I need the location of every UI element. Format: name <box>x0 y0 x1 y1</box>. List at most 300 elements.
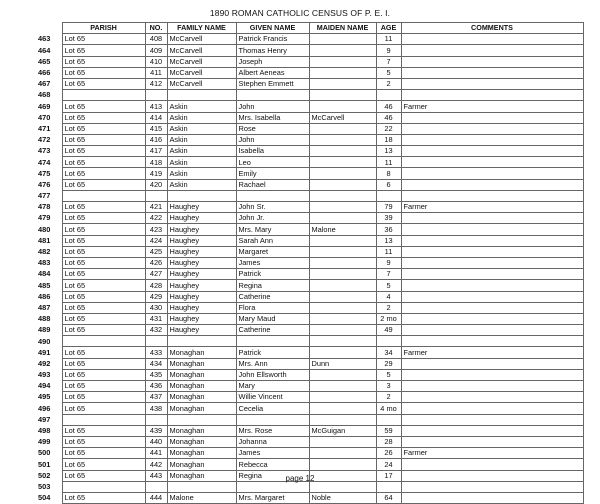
age-cell: 26 <box>376 448 401 459</box>
family-name-cell <box>167 190 236 201</box>
table-row <box>38 425 583 436</box>
family-name-cell: Askin <box>167 157 236 168</box>
maiden-name-cell <box>309 392 376 403</box>
table-row <box>38 202 583 213</box>
age-cell: 3 <box>376 381 401 392</box>
parish-cell: Lot 65 <box>62 369 145 380</box>
age-cell: 11 <box>376 246 401 257</box>
age-cell: 9 <box>376 45 401 56</box>
family-name-cell: Askin <box>167 101 236 112</box>
comments-cell <box>401 78 583 89</box>
age-cell: 17 <box>376 470 401 481</box>
number-cell: 434 <box>145 358 167 369</box>
family-name-cell: Monaghan <box>167 369 236 380</box>
parish-cell: Lot 65 <box>62 381 145 392</box>
maiden-name-header: MAIDEN NAME <box>309 23 376 34</box>
comments-cell <box>401 280 583 291</box>
parish-cell: Lot 65 <box>62 403 145 414</box>
age-cell: 2 mo <box>376 313 401 324</box>
comments-cell <box>401 224 583 235</box>
age-cell: 2 <box>376 392 401 403</box>
age-cell: 5 <box>376 280 401 291</box>
parish-cell: Lot 65 <box>62 78 145 89</box>
table-row <box>38 381 583 392</box>
number-cell <box>145 336 167 347</box>
age-cell <box>376 414 401 425</box>
number-cell: 413 <box>145 101 167 112</box>
age-header: AGE <box>376 23 401 34</box>
row-number-cell: 480 <box>38 224 51 234</box>
family-name-cell: Haughey <box>167 213 236 224</box>
comments-cell: Farmer <box>401 448 583 459</box>
given-name-cell: John Sr. <box>236 202 309 213</box>
row-number-cell: 495 <box>38 392 51 402</box>
table-row <box>38 179 583 190</box>
age-cell <box>376 90 401 101</box>
given-name-cell <box>236 90 309 101</box>
comments-cell <box>401 157 583 168</box>
page-title: 1890 ROMAN CATHOLIC CENSUS OF P. E. I. <box>209 8 391 18</box>
age-cell <box>376 190 401 201</box>
number-cell: 421 <box>145 202 167 213</box>
comments-cell <box>401 436 583 447</box>
number-cell: 426 <box>145 257 167 268</box>
maiden-name-cell <box>309 123 376 134</box>
parish-cell: Lot 65 <box>62 112 145 123</box>
row-number-cell: 472 <box>38 135 51 145</box>
comments-cell <box>401 381 583 392</box>
parish-cell: Lot 65 <box>62 45 145 56</box>
row-number-cell: 493 <box>38 370 51 380</box>
maiden-name-cell <box>309 325 376 336</box>
maiden-name-cell <box>309 313 376 324</box>
row-number-cell: 481 <box>38 235 51 245</box>
table-row <box>38 358 583 369</box>
maiden-name-cell <box>309 280 376 291</box>
age-cell: 4 <box>376 291 401 302</box>
row-number-cell: 471 <box>38 123 51 133</box>
row-number-cell: 491 <box>38 347 51 357</box>
given-name-header: GIVEN NAME <box>236 23 309 34</box>
parish-cell: Lot 65 <box>62 302 145 313</box>
parish-cell: Lot 65 <box>62 56 145 67</box>
row-number-cell: 485 <box>38 280 51 290</box>
comments-cell <box>401 459 583 470</box>
age-cell: 29 <box>376 358 401 369</box>
row-number-cell: 470 <box>38 112 51 122</box>
maiden-name-cell <box>309 459 376 470</box>
row-number-cell: 465 <box>38 56 51 66</box>
family-name-cell: Askin <box>167 134 236 145</box>
number-cell: 439 <box>145 425 167 436</box>
given-name-cell: Mary Maud <box>236 313 309 324</box>
row-number-cell: 476 <box>38 179 51 189</box>
comments-cell <box>401 67 583 78</box>
family-name-cell: Monaghan <box>167 403 236 414</box>
parish-cell: Lot 65 <box>62 213 145 224</box>
comments-cell <box>401 45 583 56</box>
family-name-cell: Haughey <box>167 280 236 291</box>
comments-cell <box>401 369 583 380</box>
family-name-cell: Haughey <box>167 325 236 336</box>
given-name-cell: Rachael <box>236 179 309 190</box>
parish-cell: Lot 65 <box>62 235 145 246</box>
comments-cell: Farmer <box>401 101 583 112</box>
table-row <box>38 302 583 313</box>
maiden-name-cell <box>309 403 376 414</box>
age-cell: 64 <box>376 492 401 503</box>
given-name-cell: Rebecca <box>236 459 309 470</box>
parish-cell <box>62 414 145 425</box>
row-number-cell: 496 <box>38 403 51 413</box>
number-cell: 442 <box>145 459 167 470</box>
row-number-cell: 467 <box>38 79 51 89</box>
maiden-name-cell <box>309 146 376 157</box>
maiden-name-cell <box>309 134 376 145</box>
comments-cell <box>401 190 583 201</box>
number-cell: 427 <box>145 269 167 280</box>
age-cell: 2 <box>376 78 401 89</box>
maiden-name-cell <box>309 291 376 302</box>
age-cell: 4 mo <box>376 403 401 414</box>
comments-cell <box>401 90 583 101</box>
age-cell: 11 <box>376 34 401 45</box>
number-cell: 425 <box>145 246 167 257</box>
maiden-name-cell: McCarvell <box>309 112 376 123</box>
table-row <box>38 112 583 123</box>
family-name-cell: Haughey <box>167 302 236 313</box>
age-cell: 13 <box>376 146 401 157</box>
given-name-cell: Mrs. Rose <box>236 425 309 436</box>
row-number-header <box>38 23 62 34</box>
given-name-cell: John Ellsworth <box>236 369 309 380</box>
maiden-name-cell <box>309 168 376 179</box>
family-name-cell: Haughey <box>167 202 236 213</box>
comments-cell <box>401 425 583 436</box>
maiden-name-cell <box>309 157 376 168</box>
comments-cell <box>401 146 583 157</box>
row-number-cell: 488 <box>38 314 51 324</box>
number-cell <box>145 190 167 201</box>
table-row <box>38 45 583 56</box>
maiden-name-cell <box>309 414 376 425</box>
maiden-name-cell <box>309 381 376 392</box>
family-name-cell: McCarvell <box>167 67 236 78</box>
family-name-cell: Monaghan <box>167 436 236 447</box>
parish-cell: Lot 65 <box>62 179 145 190</box>
number-cell: 411 <box>145 67 167 78</box>
family-name-cell: Monaghan <box>167 459 236 470</box>
number-cell: 415 <box>145 123 167 134</box>
family-name-cell: Askin <box>167 146 236 157</box>
comments-cell <box>401 403 583 414</box>
comments-cell <box>401 235 583 246</box>
comments-cell <box>401 492 583 503</box>
row-number-cell: 489 <box>38 325 51 335</box>
given-name-cell: Isabella <box>236 146 309 157</box>
age-cell: 6 <box>376 179 401 190</box>
given-name-cell: Catherine <box>236 291 309 302</box>
given-name-cell <box>236 190 309 201</box>
number-header: NO. <box>145 23 167 34</box>
age-cell: 79 <box>376 202 401 213</box>
parish-cell: Lot 65 <box>62 459 145 470</box>
comments-cell: Farmer <box>401 202 583 213</box>
number-cell: 432 <box>145 325 167 336</box>
family-name-cell: Monaghan <box>167 425 236 436</box>
comments-cell <box>401 56 583 67</box>
comments-cell <box>401 269 583 280</box>
parish-cell: Lot 65 <box>62 224 145 235</box>
row-number-cell: 492 <box>38 358 51 368</box>
table-row <box>38 280 583 291</box>
number-cell <box>145 90 167 101</box>
age-cell: 5 <box>376 67 401 78</box>
parish-cell <box>62 336 145 347</box>
given-name-cell: Albert Aeneas <box>236 67 309 78</box>
parish-cell: Lot 65 <box>62 123 145 134</box>
maiden-name-cell <box>309 34 376 45</box>
table-row <box>38 157 583 168</box>
table-row <box>38 123 583 134</box>
age-cell: 18 <box>376 134 401 145</box>
row-number-cell: 464 <box>38 45 51 55</box>
comments-cell <box>401 246 583 257</box>
age-cell: 39 <box>376 213 401 224</box>
given-name-cell <box>236 414 309 425</box>
family-name-cell: McCarvell <box>167 56 236 67</box>
number-cell: 430 <box>145 302 167 313</box>
parish-cell: Lot 65 <box>62 470 145 481</box>
family-name-cell: Monaghan <box>167 470 236 481</box>
maiden-name-cell: Malone <box>309 224 376 235</box>
maiden-name-cell <box>309 202 376 213</box>
given-name-cell: Margaret <box>236 246 309 257</box>
comments-cell <box>401 291 583 302</box>
maiden-name-cell <box>309 56 376 67</box>
family-name-cell: Askin <box>167 123 236 134</box>
age-cell: 8 <box>376 168 401 179</box>
family-name-cell: Haughey <box>167 224 236 235</box>
family-name-cell: Askin <box>167 179 236 190</box>
given-name-cell: Mrs. Mary <box>236 224 309 235</box>
comments-cell <box>401 358 583 369</box>
row-number-cell: 484 <box>38 269 51 279</box>
table-row <box>38 34 583 45</box>
age-cell <box>376 336 401 347</box>
age-cell: 34 <box>376 347 401 358</box>
given-name-cell: Johanna <box>236 436 309 447</box>
family-name-cell: Malone <box>167 492 236 503</box>
comments-cell <box>401 123 583 134</box>
family-name-cell: Haughey <box>167 291 236 302</box>
given-name-cell: John <box>236 101 309 112</box>
age-cell: 22 <box>376 123 401 134</box>
table-row <box>38 313 583 324</box>
parish-cell: Lot 65 <box>62 436 145 447</box>
given-name-cell: James <box>236 448 309 459</box>
parish-cell: Lot 65 <box>62 202 145 213</box>
maiden-name-cell <box>309 90 376 101</box>
parish-cell: Lot 65 <box>62 34 145 45</box>
parish-header: PARISH <box>62 23 145 34</box>
number-cell: 428 <box>145 280 167 291</box>
parish-cell: Lot 65 <box>62 146 145 157</box>
table-row <box>38 168 583 179</box>
age-cell: 28 <box>376 436 401 447</box>
row-number-cell: 501 <box>38 459 51 469</box>
maiden-name-cell <box>309 101 376 112</box>
parish-cell: Lot 65 <box>62 347 145 358</box>
table-row <box>38 448 583 459</box>
given-name-cell: Mrs. Margaret <box>236 492 309 503</box>
given-name-cell: Catherine <box>236 325 309 336</box>
number-cell: 410 <box>145 56 167 67</box>
number-cell: 416 <box>145 134 167 145</box>
table-row <box>38 492 583 503</box>
row-number-cell: 483 <box>38 258 51 268</box>
age-cell: 24 <box>376 459 401 470</box>
parish-cell: Lot 65 <box>62 358 145 369</box>
family-name-cell: Haughey <box>167 246 236 257</box>
age-cell: 13 <box>376 235 401 246</box>
maiden-name-cell <box>309 436 376 447</box>
table-row <box>38 392 583 403</box>
maiden-name-cell <box>309 257 376 268</box>
given-name-cell <box>236 336 309 347</box>
table-row <box>38 235 583 246</box>
maiden-name-cell <box>309 190 376 201</box>
comments-cell <box>401 134 583 145</box>
maiden-name-cell: Noble <box>309 492 376 503</box>
row-number-cell: 490 <box>38 336 51 346</box>
row-number-cell: 466 <box>38 68 51 78</box>
family-name-cell: Monaghan <box>167 347 236 358</box>
comments-cell <box>401 414 583 425</box>
table-row <box>38 224 583 235</box>
given-name-cell: Patrick <box>236 269 309 280</box>
comments-cell <box>401 179 583 190</box>
number-cell: 417 <box>145 146 167 157</box>
table-row <box>38 269 583 280</box>
parish-cell: Lot 65 <box>62 392 145 403</box>
table-row <box>38 190 583 201</box>
given-name-cell: Mary <box>236 381 309 392</box>
number-cell: 441 <box>145 448 167 459</box>
family-name-cell: Haughey <box>167 235 236 246</box>
row-number-cell: 500 <box>38 448 51 458</box>
age-cell: 36 <box>376 224 401 235</box>
age-cell: 11 <box>376 157 401 168</box>
comments-header: COMMENTS <box>401 23 583 34</box>
family-name-cell <box>167 414 236 425</box>
family-name-header: FAMILY NAME <box>167 23 236 34</box>
parish-cell: Lot 65 <box>62 168 145 179</box>
maiden-name-cell <box>309 246 376 257</box>
family-name-cell: Haughey <box>167 257 236 268</box>
row-number-cell: 478 <box>38 202 51 212</box>
family-name-cell: Monaghan <box>167 358 236 369</box>
table-row <box>38 78 583 89</box>
given-name-cell: Flora <box>236 302 309 313</box>
parish-cell: Lot 65 <box>62 280 145 291</box>
number-cell: 431 <box>145 313 167 324</box>
given-name-cell: Thomas Henry <box>236 45 309 56</box>
row-number-cell: 475 <box>38 168 51 178</box>
maiden-name-cell <box>309 347 376 358</box>
parish-cell: Lot 65 <box>62 269 145 280</box>
table-row <box>38 414 583 425</box>
age-cell: 59 <box>376 425 401 436</box>
table-row <box>38 101 583 112</box>
age-cell: 9 <box>376 257 401 268</box>
age-cell: 49 <box>376 325 401 336</box>
age-cell: 7 <box>376 56 401 67</box>
comments-cell <box>401 313 583 324</box>
age-cell: 46 <box>376 101 401 112</box>
number-cell: 420 <box>145 179 167 190</box>
given-name-cell: Willie Vincent <box>236 392 309 403</box>
given-name-cell: Patrick <box>236 347 309 358</box>
parish-cell: Lot 65 <box>62 101 145 112</box>
number-cell: 424 <box>145 235 167 246</box>
age-cell: 7 <box>376 269 401 280</box>
row-number-cell: 504 <box>38 493 51 503</box>
given-name-cell: Regina <box>236 470 309 481</box>
parish-cell: Lot 65 <box>62 257 145 268</box>
age-cell: 46 <box>376 112 401 123</box>
census-table <box>38 22 584 504</box>
parish-cell: Lot 65 <box>62 134 145 145</box>
row-number-cell: 469 <box>38 101 51 111</box>
family-name-cell: Monaghan <box>167 448 236 459</box>
row-number-cell: 473 <box>38 146 51 156</box>
family-name-cell <box>167 90 236 101</box>
number-cell: 423 <box>145 224 167 235</box>
family-name-cell: Askin <box>167 112 236 123</box>
number-cell: 435 <box>145 369 167 380</box>
given-name-cell: John Jr. <box>236 213 309 224</box>
maiden-name-cell <box>309 67 376 78</box>
table-row <box>38 291 583 302</box>
number-cell: 419 <box>145 168 167 179</box>
comments-cell <box>401 112 583 123</box>
comments-cell <box>401 213 583 224</box>
maiden-name-cell <box>309 78 376 89</box>
table-row <box>38 146 583 157</box>
parish-cell: Lot 65 <box>62 313 145 324</box>
table-row <box>38 56 583 67</box>
row-number-cell: 482 <box>38 247 51 257</box>
number-cell: 418 <box>145 157 167 168</box>
family-name-cell: McCarvell <box>167 78 236 89</box>
row-number-cell: 494 <box>38 381 51 391</box>
family-name-cell: McCarvell <box>167 45 236 56</box>
table-row <box>38 347 583 358</box>
given-name-cell: Patrick Francis <box>236 34 309 45</box>
row-number-cell: 468 <box>38 90 51 100</box>
row-number-cell: 479 <box>38 213 51 223</box>
number-cell: 437 <box>145 392 167 403</box>
maiden-name-cell <box>309 336 376 347</box>
family-name-cell: McCarvell <box>167 34 236 45</box>
family-name-cell: Askin <box>167 168 236 179</box>
table-row <box>38 459 583 470</box>
parish-cell: Lot 65 <box>62 157 145 168</box>
maiden-name-cell <box>309 213 376 224</box>
row-number-cell: 499 <box>38 437 51 447</box>
table-row <box>38 246 583 257</box>
